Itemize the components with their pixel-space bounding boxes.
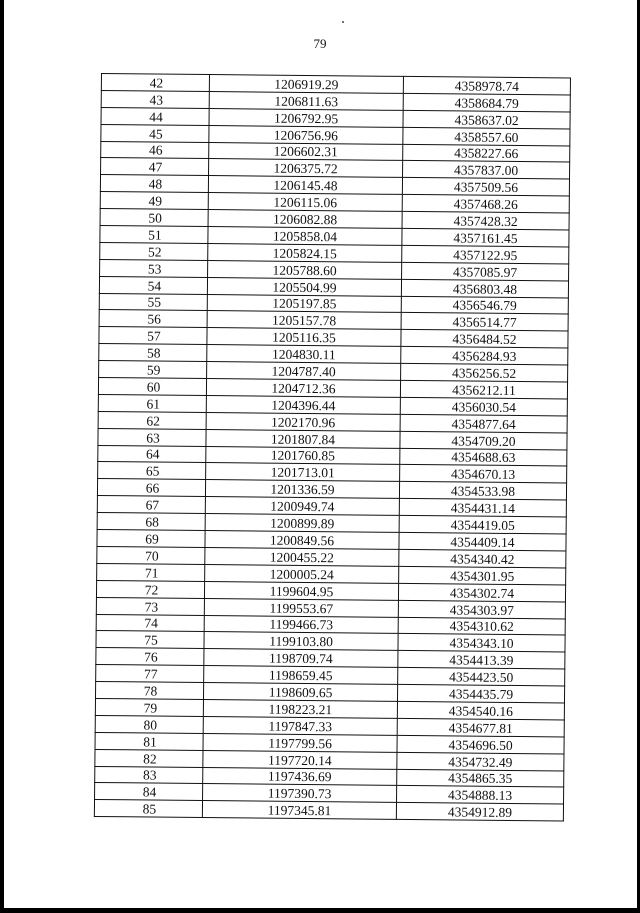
y-coordinate-cell: 4358557.60 — [403, 127, 570, 145]
y-coordinate-cell: 4354340.42 — [399, 549, 566, 567]
y-coordinate-cell: 4357122.95 — [402, 245, 569, 263]
x-coordinate-cell: 1206145.48 — [208, 176, 402, 195]
x-coordinate-cell: 1206811.63 — [209, 91, 403, 110]
point-number-cell: 78 — [95, 682, 203, 700]
point-number-cell: 49 — [100, 192, 208, 210]
x-coordinate-cell: 1198609.65 — [203, 683, 397, 702]
point-number-cell: 53 — [100, 259, 208, 277]
point-number-cell: 42 — [101, 74, 209, 92]
x-coordinate-cell: 1198223.21 — [203, 699, 397, 718]
x-coordinate-cell: 1201713.01 — [206, 463, 400, 482]
y-coordinate-cell: 4354302.74 — [398, 583, 565, 601]
point-number-cell: 64 — [98, 445, 206, 463]
y-coordinate-cell: 4356284.93 — [401, 347, 568, 365]
point-number-cell: 65 — [98, 462, 206, 480]
x-coordinate-cell: 1201760.85 — [206, 446, 400, 465]
point-number-cell: 54 — [99, 276, 207, 294]
point-number-cell: 71 — [97, 563, 205, 581]
point-number-cell: 84 — [95, 783, 203, 801]
x-coordinate-cell: 1204787.40 — [207, 362, 401, 381]
point-number-cell: 57 — [99, 327, 207, 345]
point-number-cell: 56 — [99, 310, 207, 328]
y-coordinate-cell: 4354409.14 — [399, 532, 566, 550]
scan-speck — [342, 21, 344, 23]
x-coordinate-cell: 1197799.56 — [203, 733, 397, 752]
x-coordinate-cell: 1206602.31 — [209, 142, 403, 161]
x-coordinate-cell: 1205858.04 — [208, 227, 402, 246]
scan-border-bottom — [0, 908, 640, 913]
y-coordinate-cell: 4358684.79 — [403, 93, 570, 111]
point-number-cell: 75 — [96, 631, 204, 649]
y-coordinate-cell: 4354533.98 — [399, 482, 566, 500]
x-coordinate-cell: 1206082.88 — [208, 210, 402, 229]
y-coordinate-cell: 4354688.63 — [400, 448, 567, 466]
x-coordinate-cell: 1199604.95 — [204, 581, 398, 600]
y-coordinate-cell: 4354301.95 — [399, 566, 566, 584]
y-coordinate-cell: 4356546.79 — [401, 296, 568, 314]
y-coordinate-cell: 4354343.10 — [398, 634, 565, 652]
y-coordinate-cell: 4357161.45 — [402, 228, 569, 246]
y-coordinate-cell: 4357468.26 — [402, 195, 569, 213]
y-coordinate-cell: 4354423.50 — [398, 668, 565, 686]
y-coordinate-cell: 4354732.49 — [397, 752, 564, 770]
point-number-cell: 50 — [100, 209, 208, 227]
point-number-cell: 80 — [95, 715, 203, 733]
point-number-cell: 47 — [101, 158, 209, 176]
y-coordinate-cell: 4356484.52 — [401, 330, 568, 348]
point-number-cell: 46 — [101, 141, 209, 159]
coordinates-table-body — [94, 74, 570, 822]
x-coordinate-cell: 1199466.73 — [204, 615, 398, 634]
x-coordinate-cell: 1205197.85 — [207, 294, 401, 313]
point-number-cell: 63 — [98, 428, 206, 446]
y-coordinate-cell: 4356212.11 — [400, 380, 567, 398]
point-number-cell: 73 — [96, 597, 204, 615]
x-coordinate-cell: 1200005.24 — [205, 564, 399, 583]
x-coordinate-cell: 1205824.15 — [208, 243, 402, 262]
y-coordinate-cell: 4354435.79 — [397, 684, 564, 702]
x-coordinate-cell: 1200849.56 — [205, 531, 399, 550]
x-coordinate-cell: 1201336.59 — [205, 480, 399, 499]
point-number-cell: 51 — [100, 226, 208, 244]
point-number-cell: 82 — [95, 749, 203, 767]
point-number-cell: 74 — [96, 614, 204, 632]
point-number-cell: 55 — [99, 293, 207, 311]
x-coordinate-cell: 1197720.14 — [203, 750, 397, 769]
y-coordinate-cell: 4354888.13 — [397, 786, 564, 804]
point-number-cell: 59 — [99, 361, 207, 379]
x-coordinate-cell: 1205157.78 — [207, 311, 401, 330]
x-coordinate-cell: 1206792.95 — [209, 108, 403, 127]
y-coordinate-cell: 4356256.52 — [401, 364, 568, 382]
y-coordinate-cell: 4356030.54 — [400, 397, 567, 415]
point-number-cell: 70 — [97, 546, 205, 564]
point-number-cell: 43 — [101, 90, 209, 108]
point-number-cell: 52 — [100, 242, 208, 260]
point-number-cell: 45 — [101, 124, 209, 142]
y-coordinate-cell: 4354303.97 — [398, 600, 565, 618]
y-coordinate-cell: 4354413.39 — [398, 651, 565, 669]
x-coordinate-cell: 1202170.96 — [206, 412, 400, 431]
x-coordinate-cell: 1199553.67 — [204, 598, 398, 617]
y-coordinate-cell: 4357085.97 — [402, 262, 569, 280]
x-coordinate-cell: 1204396.44 — [206, 395, 400, 414]
y-coordinate-cell: 4354912.89 — [396, 803, 563, 821]
y-coordinate-cell: 4357837.00 — [403, 161, 570, 179]
y-coordinate-cell: 4356803.48 — [401, 279, 568, 297]
y-coordinate-cell: 4354865.35 — [397, 769, 564, 787]
x-coordinate-cell: 1205504.99 — [207, 277, 401, 296]
point-number-cell: 44 — [101, 107, 209, 125]
y-coordinate-cell: 4354709.20 — [400, 431, 567, 449]
point-number-cell: 58 — [99, 344, 207, 362]
y-coordinate-cell: 4354431.14 — [399, 499, 566, 517]
scan-border-left — [0, 0, 4, 913]
x-coordinate-cell: 1201807.84 — [206, 429, 400, 448]
point-number-cell: 72 — [96, 580, 204, 598]
point-number-cell: 81 — [95, 732, 203, 750]
point-number-cell: 67 — [97, 496, 205, 514]
x-coordinate-cell: 1197345.81 — [202, 801, 396, 820]
y-coordinate-cell: 4356514.77 — [401, 313, 568, 331]
x-coordinate-cell: 1200899.89 — [205, 514, 399, 533]
coordinates-table — [94, 73, 571, 822]
y-coordinate-cell: 4358227.66 — [403, 144, 570, 162]
point-number-cell: 77 — [96, 665, 204, 683]
x-coordinate-cell: 1198659.45 — [204, 666, 398, 685]
point-number-cell: 66 — [97, 479, 205, 497]
x-coordinate-cell: 1206756.96 — [209, 125, 403, 144]
x-coordinate-cell: 1206919.29 — [209, 75, 403, 94]
point-number-cell: 83 — [95, 766, 203, 784]
y-coordinate-cell: 4354677.81 — [397, 718, 564, 736]
point-number-cell: 79 — [95, 698, 203, 716]
x-coordinate-cell: 1205788.60 — [208, 260, 402, 279]
x-coordinate-cell: 1206115.06 — [208, 193, 402, 212]
x-coordinate-cell: 1197436.69 — [203, 767, 397, 786]
x-coordinate-cell: 1197390.73 — [203, 784, 397, 803]
point-number-cell: 76 — [96, 648, 204, 666]
y-coordinate-cell: 4358978.74 — [403, 76, 570, 94]
x-coordinate-cell: 1199103.80 — [204, 632, 398, 651]
x-coordinate-cell: 1204712.36 — [206, 379, 400, 398]
x-coordinate-cell: 1200455.22 — [205, 547, 399, 566]
point-number-cell: 68 — [97, 513, 205, 531]
x-coordinate-cell: 1198709.74 — [204, 649, 398, 668]
page-number: 79 — [313, 36, 327, 51]
point-number-cell: 62 — [98, 411, 206, 429]
point-number-cell: 85 — [94, 800, 202, 818]
y-coordinate-cell: 4354419.05 — [399, 516, 566, 534]
point-number-cell: 60 — [98, 378, 206, 396]
y-coordinate-cell: 4358637.02 — [403, 110, 570, 128]
x-coordinate-cell: 1205116.35 — [207, 328, 401, 347]
y-coordinate-cell: 4354696.50 — [397, 735, 564, 753]
x-coordinate-cell: 1204830.11 — [207, 345, 401, 364]
point-number-cell: 48 — [100, 175, 208, 193]
x-coordinate-cell: 1197847.33 — [203, 716, 397, 735]
y-coordinate-cell: 4354540.16 — [397, 701, 564, 719]
y-coordinate-cell: 4354877.64 — [400, 414, 567, 432]
point-number-cell: 61 — [98, 394, 206, 412]
x-coordinate-cell: 1200949.74 — [205, 497, 399, 516]
y-coordinate-cell: 4357509.56 — [402, 178, 569, 196]
y-coordinate-cell: 4354670.13 — [400, 465, 567, 483]
y-coordinate-cell: 4354310.62 — [398, 617, 565, 635]
y-coordinate-cell: 4357428.32 — [402, 212, 569, 230]
x-coordinate-cell: 1206375.72 — [209, 159, 403, 178]
coordinates-table-container — [94, 73, 567, 822]
point-number-cell: 69 — [97, 530, 205, 548]
